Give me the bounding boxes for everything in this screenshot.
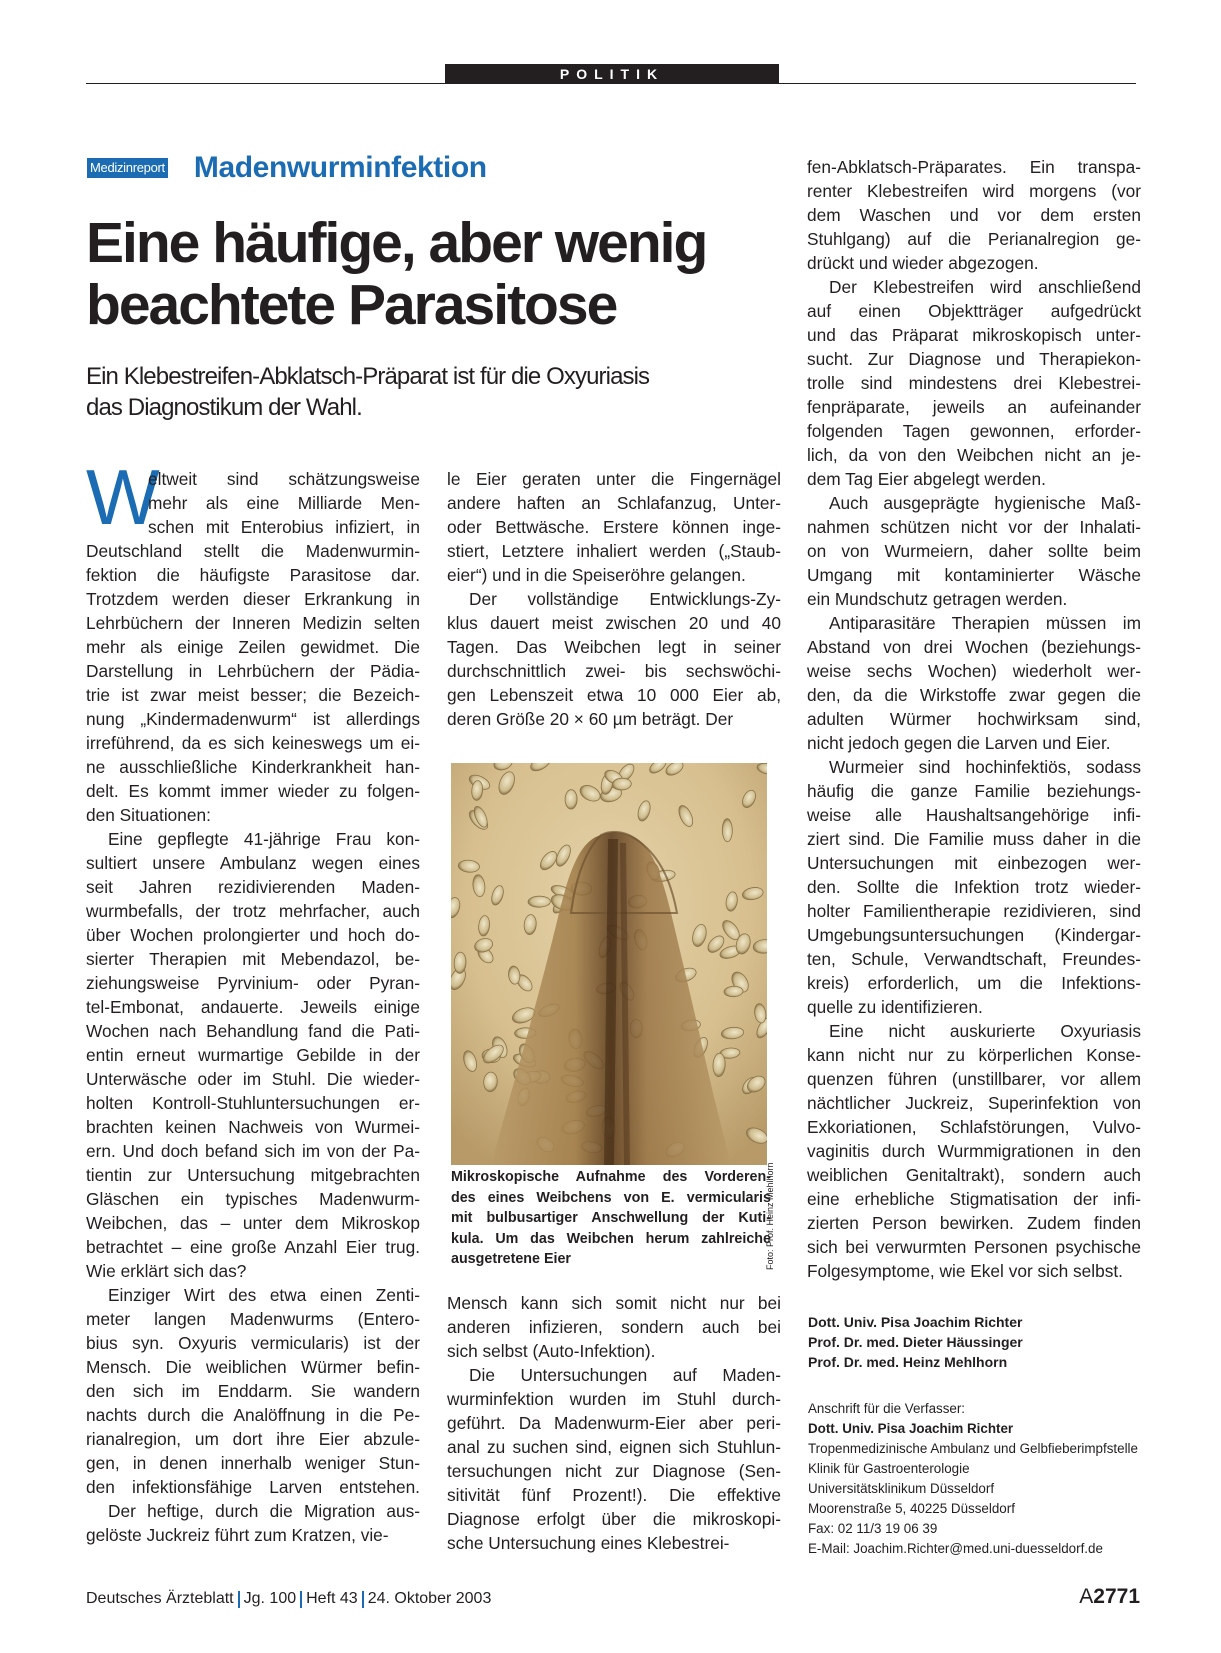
text-line: kreis) erforderlich, um die Infektions- [807, 973, 1141, 993]
text-line: gen Lebenszeit etwa 10 000 Eier ab, [447, 685, 781, 705]
text-column-2-top [447, 467, 781, 731]
separator [300, 1591, 302, 1608]
text-line: Wurmeier sind hochinfektiös, sodass [829, 757, 1141, 777]
text-line: irreführend, da es sich keineswegs um ei- [86, 733, 420, 753]
text-line: Trotzdem werden dieser Erkrankung in [86, 589, 420, 609]
text-line: Tagen. Das Weibchen legt in seiner [447, 637, 781, 657]
text-line: Unterwäsche oder im Stuhl. Die wieder- [86, 1069, 420, 1089]
author-name: Prof. Dr. med. Dieter Häussinger [808, 1334, 1023, 1350]
text-line: rianalregion, um dort ihre Eier abzule- [86, 1429, 420, 1449]
text-line: eine erhebliche Stigmatisation der infi- [807, 1189, 1141, 1209]
topic-title: Madenwurminfektion [193, 151, 487, 184]
text-line: Auch ausgeprägte hygienische Maß- [829, 493, 1141, 513]
text-line: ten, Schule, Verwandtschaft, Freundes- [807, 949, 1141, 969]
headline [86, 212, 786, 336]
egg [528, 896, 551, 907]
text-line: ern. Und doch befand sich im von der Pa- [86, 1141, 420, 1161]
address-name: Dott. Univ. Pisa Joachim Richter [808, 1421, 1014, 1436]
text-line: eltweit sind schätzungsweise [148, 469, 420, 489]
text-line: tel-Embonat, andauerte. Jeweils einige [86, 997, 420, 1017]
text-line: andere haften an Schlafanzug, Unter- [447, 493, 781, 513]
text-line: nahmen schützen nicht vor der Inhalati- [807, 517, 1141, 537]
text-line: nachts durch die Analöffnung in die Pe- [86, 1405, 420, 1425]
text-line: Gläschen ein typisches Madenwurm- [86, 1189, 420, 1209]
text-line: sierter Therapien mit Mebendazol, be- [86, 949, 420, 969]
micrograph-image [451, 763, 767, 1165]
text-line: ziert sind. Die Familie muss daher in die [807, 829, 1141, 849]
text-line: Abstand von drei Wochen (beziehungs- [807, 637, 1141, 657]
text-line: mehr als einige Zeilen gewidmet. Die [86, 637, 420, 657]
text-column-3 [807, 155, 1141, 1283]
text-line: holter Familientherapie rezidivieren, sind [807, 901, 1141, 921]
text-line: fektion die häufigste Parasitose dar. [86, 565, 420, 585]
text-line: weise sechs Wochen) wiederholt wer- [807, 661, 1141, 681]
text-line: schen mit Enterobius infiziert, in [148, 517, 420, 537]
text-line: sich selbst (Auto-Infektion). [447, 1341, 656, 1361]
text-line: sucht. Zur Diagnose und Therapiekon- [807, 349, 1141, 369]
text-line: vaginitis durch Wurmmigrationen in den [807, 1141, 1141, 1161]
text-line: delt. Es kommt immer wieder zu folgen- [86, 781, 420, 801]
text-line: sultiert unsere Ambulanz wegen eines [86, 853, 420, 873]
text-line: ne ausschließliche Kinderkrankheit han- [86, 757, 420, 777]
address-line: Universitätsklinikum Düsseldorf [808, 1481, 995, 1496]
author-name: Dott. Univ. Pisa Joachim Richter [808, 1314, 1023, 1330]
text-line: nicht jedoch gegen die Larven und Eier. [807, 733, 1111, 753]
text-line: ziehungsweise Pyrvinium- oder Pyran- [86, 973, 420, 993]
text-line: den Situationen: [86, 805, 211, 825]
text-line: häufig die ganze Familie beziehungs- [807, 781, 1141, 801]
page-number: A2771 [1079, 1585, 1140, 1608]
text-line: anal zu suchen sind, eignen sich Stuhlun- [447, 1437, 781, 1457]
text-line: Umgang mit kontaminierter Wäsche [807, 565, 1141, 585]
text-line: Einziger Wirt des etwa einen Zenti- [108, 1285, 420, 1305]
text-line: sich bei verwurmten Personen psychische [807, 1237, 1141, 1257]
text-line: brachten keinen Nachweis von Wurmei- [86, 1117, 420, 1137]
text-line: Antiparasitäre Therapien müssen im [829, 613, 1141, 633]
text-line: quenzen führen (unstillbarer, vor allem [807, 1069, 1141, 1089]
headline-line: Eine häufige, aber wenig [86, 211, 707, 275]
journal-volume: Jg. 100 [243, 1590, 297, 1607]
text-line: Untersuchungen mit einbezogen wer- [807, 853, 1141, 873]
teaser-line: Ein Klebestreifen-Abklatsch-Präparat ist für die Oxyuriasis [86, 363, 650, 390]
address-email[interactable]: E-Mail: Joachim.Richter@med.uni-duesseldorf.de [808, 1541, 1103, 1556]
text-line: den sich im Enddarm. Sie wandern [86, 1381, 420, 1401]
correspondence-address [808, 1399, 1138, 1559]
text-line: Mensch. Die weiblichen Würmer befin- [86, 1357, 420, 1377]
text-line: seit Jahren rezidivierenden Maden- [86, 877, 420, 897]
caption-line: mit bulbusartiger Anschwellung der Kuti- [451, 1210, 771, 1226]
text-line: kann nicht nur zu körperlichen Konse- [807, 1045, 1141, 1065]
text-line: geführt. Da Madenwurm-Eier aber peri- [447, 1413, 781, 1433]
text-line: folgenden Tagen gewonnen, erforder- [807, 421, 1141, 441]
text-line: ein Mundschutz getragen werden. [807, 589, 1068, 609]
text-line: stiert, Letztere inhaliert werden („Staub- [447, 541, 781, 561]
text-line: über Wochen prolongierter und hoch do- [86, 925, 420, 945]
text-line: wurmbefalls, der trotz mehrfacher, auch [86, 901, 420, 921]
text-line: Exkoriationen, Schlafstörungen, Vulvo- [807, 1117, 1141, 1137]
separator [362, 1591, 364, 1608]
text-line: weise alle Haushaltsangehörige infi- [807, 805, 1141, 825]
text-line: tientin zur Untersuchung mitgebrachten [86, 1165, 420, 1185]
caption-line: Mikroskopische Aufnahme des Vorderen- [451, 1169, 771, 1185]
egg [565, 790, 577, 810]
text-line: Eine nicht auskurierte Oxyuriasis [829, 1021, 1141, 1041]
text-line: betrachtet – eine große Anzahl Eier trug. [86, 1237, 420, 1257]
text-line: und das Präparat mikroskopisch unter- [807, 325, 1141, 345]
text-line: gen, in denen innerhalb weniger Stun- [86, 1453, 420, 1473]
text-line: Der Klebestreifen wird anschließend [829, 277, 1141, 297]
text-line: renter Klebestreifen wird morgens (vor [807, 181, 1141, 201]
journal-name: Deutsches Ärzteblatt [86, 1590, 234, 1607]
text-line: Der vollständige Entwicklungs-Zy- [469, 589, 781, 609]
text-line: gelöste Juckreiz führt zum Kratzen, vie- [86, 1525, 389, 1545]
text-line: Weibchen, das – unter dem Mikroskop [86, 1213, 420, 1233]
text-line: Eine gepflegte 41-jährige Frau kon- [108, 829, 420, 849]
text-line: dem Waschen und vor dem ersten [807, 205, 1141, 225]
text-line: wurminfektion wurden im Stuhl durch- [447, 1389, 781, 1409]
text-line: dem Tag Eier abgelegt werden. [807, 469, 1046, 489]
headline-line: beachtete Parasitose [86, 273, 617, 337]
kicker [87, 150, 487, 186]
text-line: entin erneut wurmartige Gebilde in der [86, 1045, 420, 1065]
text-line: oder Bettwäsche. Erstere können inge- [447, 517, 781, 537]
text-line: Lehrbüchern der Inneren Medizin selten [86, 613, 420, 633]
image-caption [451, 1167, 771, 1270]
footer-citation [86, 1589, 491, 1609]
text-line: auf einen Objektträger aufgedrückt [807, 301, 1141, 321]
text-line: le Eier geraten unter die Fingernägel [447, 469, 781, 489]
text-line: anderen infizieren, sondern auch bei [447, 1317, 781, 1337]
text-line: trolle sind mindestens drei Klebestrei- [807, 373, 1141, 393]
address-line: Klinik für Gastroenterologie [808, 1461, 970, 1476]
text-column-1 [86, 467, 420, 1547]
text-line: sitivität fünf Prozent!). Die effektive [447, 1485, 781, 1505]
text-line: fen-Abklatsch-Präparates. Ein transpa- [807, 157, 1141, 177]
text-line: meter langen Madenwurms (Entero- [86, 1309, 420, 1329]
text-line: Folgesymptome, wie Ekel vor sich selbst. [807, 1261, 1123, 1281]
caption-line: ausgetretene Eier [451, 1251, 571, 1267]
text-line: deren Größe 20 × 60 µm beträgt. Der [447, 709, 734, 729]
address-heading: Anschrift für die Verfasser: [808, 1401, 966, 1416]
address-fax: Fax: 02 11/3 19 06 39 [808, 1521, 938, 1536]
section-label: POLITIK [445, 64, 779, 84]
issue-date: 24. Oktober 2003 [367, 1590, 492, 1607]
author-name: Prof. Dr. med. Heinz Mehlhorn [808, 1354, 1008, 1370]
text-line: bius syn. Oxyuris vermicularis) ist der [86, 1333, 420, 1353]
text-line: quelle zu identifizieren. [807, 997, 983, 1017]
egg [722, 819, 732, 842]
author-list [808, 1312, 1023, 1372]
text-line: Umgebungsuntersuchungen (Kindergar- [807, 925, 1141, 945]
address-line: Moorenstraße 5, 40225 Düsseldorf [808, 1501, 1015, 1516]
caption-line: des eines Weibchens von E. vermicularis [451, 1189, 771, 1206]
photo-credit: Foto: Prof. Heinz Mehlhorn [765, 1162, 775, 1270]
rubric-tag: Medizinreport [87, 158, 168, 178]
caption-line: kula. Um das Weibchen herum zahlreiche [451, 1230, 771, 1247]
text-line: holten Kontroll-Stuhluntersuchungen er- [86, 1093, 420, 1113]
text-line: fenpräparate, jeweils an aufeinander [807, 397, 1141, 417]
text-line: Mensch kann sich somit nicht nur bei [447, 1293, 781, 1313]
separator [238, 1591, 240, 1608]
text-line: Darstellung in Lehrbüchern der Pädia- [86, 661, 420, 681]
text-line: nächtlicher Juckreiz, Superinfektion von [807, 1093, 1141, 1113]
text-line: lich, da von den Weibchen nicht an je- [807, 445, 1141, 465]
text-line: den. Sollte die Infektion trotz wieder- [807, 877, 1141, 897]
text-line: Die Untersuchungen auf Maden- [469, 1365, 781, 1385]
text-line: den infektionsfähige Larven entstehen. [86, 1477, 420, 1497]
text-line: Wie erklärt sich das? [86, 1261, 247, 1281]
text-line: Stuhlgang) auf die Perianalregion ge- [807, 229, 1141, 249]
text-line: den, da die Wirkstoffe zwar gegen die [807, 685, 1141, 705]
text-line: sche Untersuchung eines Klebestrei- [447, 1533, 730, 1553]
text-line: adulten Würmer hochwirksam sind, [807, 709, 1141, 729]
text-line: weiblichen Genitaltrakt), sondern auch [807, 1165, 1141, 1185]
text-line: durchschnittlich zwei- bis sechswöchi- [447, 661, 781, 681]
text-line: Der heftige, durch die Migration aus- [108, 1501, 420, 1521]
journal-issue: Heft 43 [306, 1590, 358, 1607]
address-line: Tropenmedizinische Ambulanz und Gelbfieberimpfstelle [808, 1441, 1138, 1456]
teaser-line: das Diagnostikum der Wahl. [86, 394, 362, 421]
teaser [86, 361, 776, 423]
text-line: Wochen nach Behandlung fand die Pati- [86, 1021, 420, 1041]
text-line: tersuchungen nicht zur Diagnose (Sen- [447, 1461, 781, 1481]
text-line: on von Wurmeiern, daher sollte beim [807, 541, 1141, 561]
text-line: trie ist zwar meist besser; die Bezeich- [86, 685, 420, 705]
text-line: nung „Kindermadenwurm“ ist allerdings [86, 709, 420, 729]
text-line: Deutschland stellt die Madenwurmin- [86, 541, 420, 561]
text-line: eier“) und in die Speiseröhre gelangen. [447, 565, 746, 585]
drop-cap: W [86, 453, 160, 541]
text-line: klus dauert meist zwischen 20 und 40 [447, 613, 781, 633]
text-line: drückt und wieder abgezogen. [807, 253, 1039, 273]
text-line: mehr als eine Milliarde Men- [148, 493, 420, 513]
text-column-2-bottom [447, 1291, 781, 1555]
text-line: Diagnose erfolgt über die mikroskopi- [447, 1509, 781, 1529]
text-line: zierten Person bewirken. Zudem finden [807, 1213, 1141, 1233]
